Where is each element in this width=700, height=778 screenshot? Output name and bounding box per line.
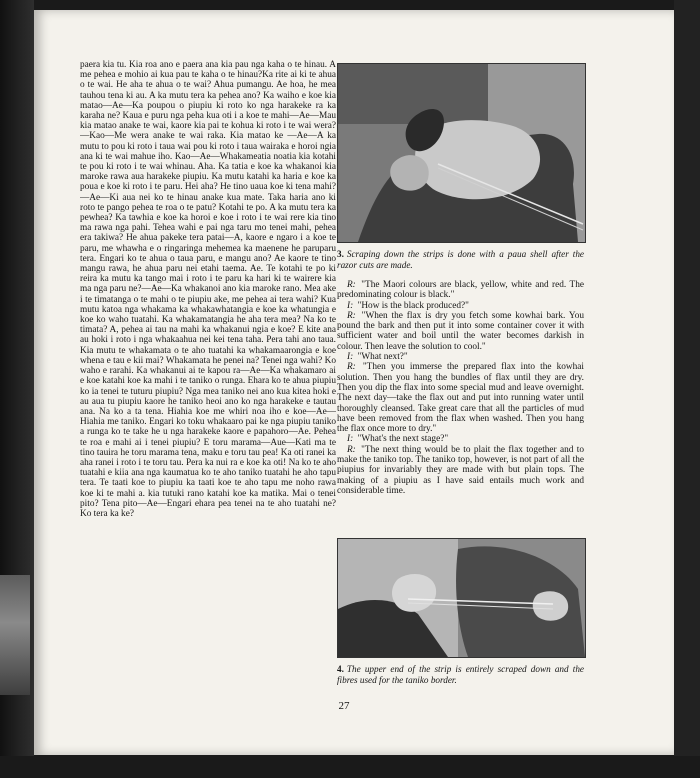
interview-line	[337, 311, 584, 352]
interview-line	[337, 301, 584, 311]
figure-3-caption	[337, 249, 584, 270]
interview-line	[337, 362, 584, 434]
scan-bottom-edge	[0, 756, 700, 778]
interview-line	[337, 352, 584, 362]
facing-page-photo-edge	[0, 575, 30, 695]
speaker-label: R:	[347, 362, 356, 373]
speaker-label: I:	[347, 352, 354, 363]
figure-3-number: 3.	[337, 249, 344, 259]
interview-text: "What next?"	[357, 352, 408, 363]
figure-3-caption-text: Scraping down the strips is done with a paua shell after the razor cuts are made.	[337, 249, 584, 270]
interview-text: "What's the next stage?"	[357, 434, 449, 445]
scan-right-edge	[674, 0, 700, 778]
speaker-label: R:	[347, 310, 356, 321]
interview-line	[337, 445, 584, 496]
figure-4-number: 4.	[337, 664, 344, 674]
interview-line	[337, 280, 584, 301]
interview-line	[337, 434, 584, 444]
interview-text: "How is the black produced?"	[357, 300, 469, 311]
interview-text: "When the flax is dry you fetch some kowhai bark. You pound the bark and then put it into some container cover it with sufficient water and boil until the water becomes darkish in colour. Then leave the solution to cool."	[337, 310, 584, 352]
speaker-label: R:	[347, 444, 356, 455]
figure-4-caption-text: The upper end of the strip is entirely scraped down and the fibres used for the taniko border.	[337, 664, 584, 685]
page-number: 27	[338, 700, 350, 712]
speaker-label: I:	[347, 300, 354, 311]
interview-text: "The Maori colours are black, yellow, white and red. The predominating colour is black."	[337, 280, 584, 301]
english-interview	[337, 280, 584, 530]
interview-text: "The next thing would be to plait the flax together and to make the taniko top. The taniko top, however, is not part of all the piupius for invariably they are made with but plain tops. The making of a piupiu as I have said entails much work and considerable time.	[337, 444, 584, 496]
interview-text: "Then you immerse the prepared flax into the kowhai solution. Then you hang the bundles of flax until they are dry. Then you dip the flax into some special mud and leave overnight. The next day—take the flax out and put into running water until thoroughly cleansed. Take great care that all the particles of mud have been removed from the flax when washed. Then you hang the flax once more to dry."	[337, 362, 584, 435]
figure-3-photo	[337, 63, 586, 243]
maori-interview-text: paera kia tu. Kia roa ano e paera ana kia pau nga kaha o te hinau. A me pehea e mohio ai kua pau te kaha o te hinau?Ka rite ai ki te ahua o te wai. He aha te ahua o te wai? Ahua pumangu. Ae hoa, he mea tauhou tena ki au. A ka mutu tera ka pehea ano? Ka waiho e koe kia matao—Ae—Ka poupou o piupiu ki roto ko nga harakeke ra ka karaha ne? Kaua e puru nga peha kua oti i a koe te mahi—Ae—Mau kia matao anake te wai, kaore kia pai te kohua ki roto i te wai wera? —Kao—Me wera anake te wai raka. Kia matao ke —Ae—A ka mutu to pou ki roto i taua wai pou ki roto i taua wairaka e horoi ngia ana ki te wai mahue iho. Kao—Ae—Whakameatia noatia kia kotahi te pou ki roto i te wai whinau. Aha. Ka tatia e koe ka whakanoi kia maroke rawa aua harakeke piupiu. Ka mutu katahi ka haria e koe ka poua e koe ki roto i te paru. Hei aha? He tino uaua koe ki tena mahi?—Ae—Ki aua nei ko te hinau anake kua mate. Taka haria ano ki roto te pango pehea te roa o te patu? Kotahi te po. A ka mutu tera ka pewhea? Ka tawhia e koe ka horoi e koe i roto i te wai rere kia tino ma rawa nga pahi. Tehea wahi e pai nga taru mo tenei mahi, pehea era takiwa? He ahua pakeke tera patai—A, kaore e ngaro i a koe te paru, me whawha e o ringaringa mehemea ka maenene he paruparu tera. Engari ko te ahua o taua paru, e mangu ano? Ae kaore te tino mangu rawa, he ahua paru nei etahi taema. Ae. Te kotahi te po ki reira ka mutu ka tango mai i roto i te paru ka hari ki te wairere kia ma nga paru ne?—Ae—Ka whakanoi ano kia maroke rano. Mea ake i te timatanga o te mahi o te piupiu ake, me pehea ai tera wahi? Kua mutu katoa nga whakama ka whakawhatangia e koe ka whatungia e koe ko waho tuatahi. Ka whakamatangia he aha tera mea? Na ko te timata? A, pehea ai tau na mahi ka whakanui ngia e koe? E kite ana au hoki i roto i nga whakaahua nei kei tena taha. Pera tahi ano taua. Kia mutu te whakamata o te aho tuatahi ka whakamaarongia e koe whena e tau e kii mai? Whakamata he penei na? Tenei nga wahi? Ko waho e rarahi. Ka whakanui ai te kapou ra—Ae—Ka whakamaro ai e koe katahi koe ka mahi i te taniko o runga. Ehara ko te ahua piupiu ko ia tenei te tuturu piupiu? Nga mea taniko nei ano kua kitea hoki e au aua tu piupiu kaore he taniko heoi ano ko nga harakeke e tautau ana. Na ko a ta tena. Hiahia koe me whiri noa iho e koe—Ae—Hiahia me taniko. Engari ko toku whakaaro pai ke nga piupiu taniko a runga ko te take he u nga harakeke kaore e papahoro—Ae. Pehea te roa e mahi ai i tenei piupiu? E toru marama—Aue—Kati ma te tino tauira he toru marama tena, maku e toru tau pea! Ka oti ranei ka aha ranei i roto i te toru tau. Pera ka nui ra e koe ka oti! Na ko te aho tuatahi e kiia ana nga kaumatua ko te aho taniko tuatahi he aho tapu tera. Te taati koe to piupiu ka taati koe te aho tapu me noho rawa koe ki te mahi a. kia tutuki rano katahi koe ka matika. Mai o tenei pito? Tena pito—Ae—Engari ehara pea tenei na te aho tuatahi ne? Ko tera ka ke?	[80, 60, 336, 519]
figure-4-caption	[337, 664, 584, 685]
speaker-label: I:	[347, 434, 354, 445]
figure-4-photo	[337, 538, 586, 658]
magazine-page	[34, 10, 674, 755]
maori-text-column	[80, 60, 336, 700]
right-column	[337, 63, 584, 703]
speaker-label: R:	[347, 280, 356, 290]
